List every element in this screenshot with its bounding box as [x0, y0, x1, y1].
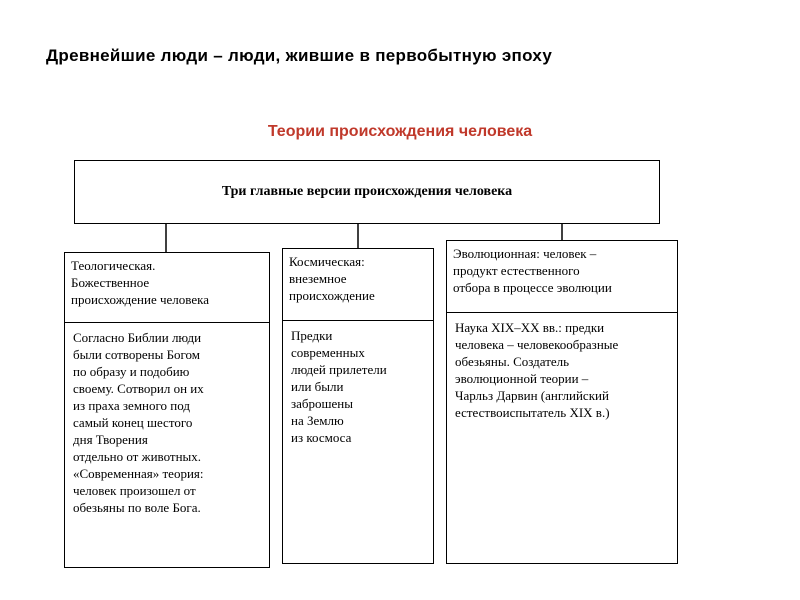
cosmic-column	[282, 248, 434, 564]
theological-header	[65, 253, 269, 323]
evolution-header-text: Эволюционная: человек – продукт естественного отбора в процессе эволюции	[453, 246, 612, 295]
main-versions-label: Три главные версии происхождения человека	[221, 184, 513, 199]
evolution-column	[446, 240, 678, 564]
theological-column	[64, 252, 270, 568]
theological-body: Согласно Библии люди были сотворены Богом по образу и подобию своему. Сотворил он их из праха земного под самый конец шестого дня Творения отдельно от животных. «Современная» теория: человек произошел от обезьяны по воле Бога.	[73, 330, 204, 515]
evolution-body: Наука XIX–XX вв.: предки человека – человекообразные обезьяны. Создатель эволюционной теории – Чарльз Дарвин (английский естествоиспытатель XIX в.)	[455, 320, 619, 420]
cosmic-body: Предки современных людей прилетели или были заброшены на Землю из космоса	[291, 328, 387, 445]
theological-header-text: Теологическая. Божественное происхождение человека	[71, 258, 210, 307]
diagram-title: Теории происхождения человека	[267, 123, 533, 140]
cosmic-header-text: Космическая: внеземное происхождение	[289, 254, 375, 303]
page-heading: Древнейшие люди – люди, жившие в первобытную эпоху	[46, 46, 553, 65]
evolution-header	[447, 241, 677, 313]
main-versions-box	[74, 160, 660, 224]
cosmic-header	[283, 249, 433, 321]
